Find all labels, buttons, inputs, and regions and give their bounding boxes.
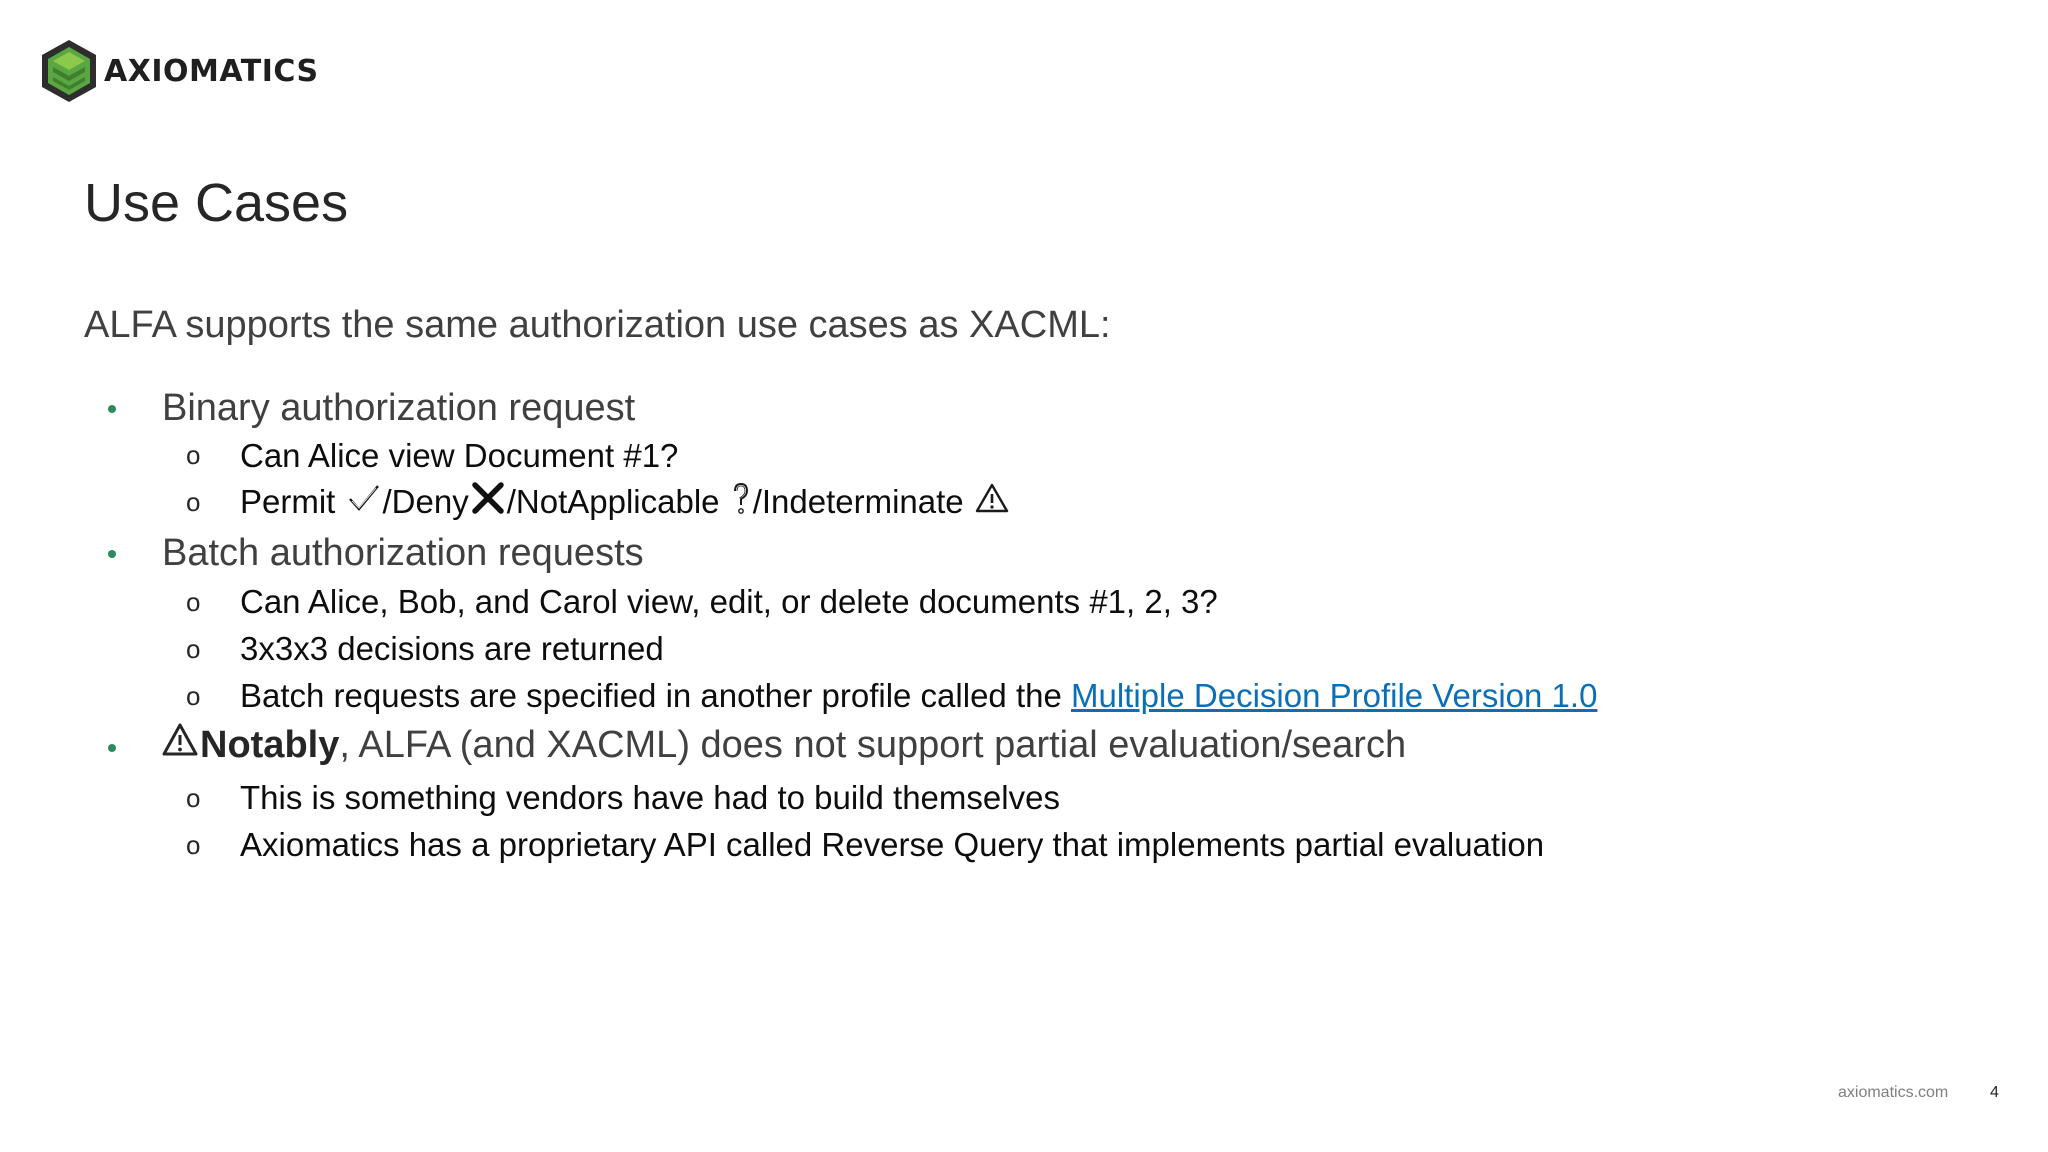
multiple-decision-profile-link[interactable]: Multiple Decision Profile Version 1.0 xyxy=(1071,677,1598,714)
list-item-text: Binary authorization request xyxy=(162,386,636,429)
warning-icon xyxy=(975,483,1009,521)
warning-icon xyxy=(162,723,198,767)
list-item-text: Can Alice, Bob, and Carol view, edit, or delete documents #1, 2, 3? xyxy=(240,583,1218,620)
list-item-text: , ALFA (and XACML) does not support partial evaluation/search xyxy=(339,723,1407,766)
list-item xyxy=(240,825,1544,865)
axiomatics-logo xyxy=(40,38,319,104)
list-item-text: This is something vendors have had to build themselves xyxy=(240,779,1060,816)
list-item xyxy=(240,482,1011,522)
bullet-dot xyxy=(108,744,116,752)
slide-title: Use Cases xyxy=(84,173,349,233)
list-item xyxy=(240,436,678,476)
bullet-circle: o xyxy=(186,487,201,517)
bullet-circle: o xyxy=(186,783,201,813)
list-item xyxy=(162,530,644,576)
bullet-circle: o xyxy=(186,440,201,470)
bullet-circle: o xyxy=(186,587,201,617)
notapplicable-label: /NotApplicable xyxy=(506,483,729,520)
footer-website: axiomatics.com xyxy=(1838,1084,1949,1101)
list-item xyxy=(162,722,1406,768)
notably-label: Notably xyxy=(200,723,340,766)
bullet-dot xyxy=(108,550,116,558)
bullet-circle: o xyxy=(186,681,201,711)
bullet-circle: o xyxy=(186,830,201,860)
deny-label: /Deny xyxy=(382,483,469,520)
check-icon xyxy=(347,483,381,521)
list-item-text: 3x3x3 decisions are returned xyxy=(240,630,664,667)
list-item-text: Batch requests are specified in another profile called the xyxy=(240,677,1071,714)
list-item xyxy=(240,778,1060,818)
page-number: 4 xyxy=(1990,1084,1999,1101)
cross-icon xyxy=(471,481,505,523)
question-icon xyxy=(731,481,751,523)
list-item xyxy=(240,676,1597,716)
permit-label: Permit xyxy=(240,483,345,520)
list-item xyxy=(162,385,635,431)
list-item xyxy=(240,582,1218,622)
indeterminate-label: /Indeterminate xyxy=(752,483,973,520)
bullet-circle: o xyxy=(186,634,201,664)
list-item xyxy=(240,629,664,669)
logo-wordmark: AXIOMATICS xyxy=(104,53,319,89)
list-item-text: Axiomatics has a proprietary API called Reverse Query that implements partial evaluation xyxy=(240,826,1545,863)
list-item-text: Can Alice view Document #1? xyxy=(240,437,679,474)
bullet-dot xyxy=(108,405,116,413)
intro-text: ALFA supports the same authorization use cases as XACML: xyxy=(84,304,1111,346)
list-item-text: Batch authorization requests xyxy=(162,531,644,574)
logo-hexagon-icon xyxy=(40,38,98,104)
